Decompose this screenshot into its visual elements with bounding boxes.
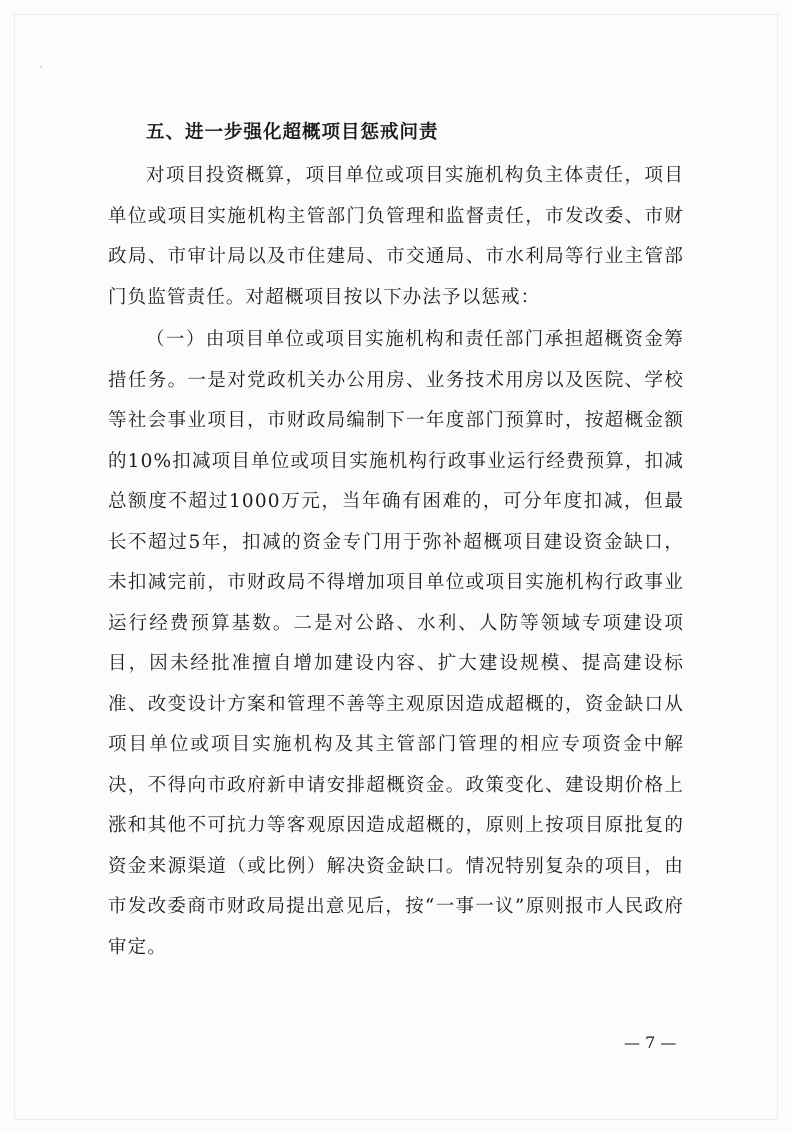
section-heading: 五、进一步强化超概项目惩戒问责 [146,122,439,143]
scan-speck [40,66,42,68]
paragraph-funding-measures: （一）由项目单位或项目实施机构和责任部门承担超概资金筹措任务。一是对党政机关办公用房、业务技术用房以及医院、学校等社会事业项目，市财政局编制下一年度部门预算时，按超概金额的10%扣减项目单位或项目实施机构行政事业运行经费预算，扣减总额度不超过1000万元，当年确有困难的，可分年度扣减，但最长不超过5年，扣减的资金专门用于弥补超概项目建设资金缺口，未扣减完前，市财政局不得增加项目单位或项目实施机构行政事业运行经费预算基数。二是对公路、水利、人防等领域专项建设项目，因未经批准擅自增加建设内容、扩大建设规模、提高建设标准、改变设计方案和管理不善等主观原因造成超概的，资金缺口从项目单位或项目实施机构及其主管部门管理的相应专项资金中解决，不得向市政府新申请安排超概资金。政策变化、建设期价格上涨和其他不可抗力等客观原因造成超概的，原则上按项目原批复的资金来源渠道（或比例）解决资金缺口。情况特别复杂的项目，由市发改委商市财政局提出意见后，按“一事一议”原则报市人民政府审定。 [108,329,684,958]
page-number: — 7 — [624,1033,677,1052]
paragraph-responsibility: 对项目投资概算，项目单位或项目实施机构负主体责任，项目单位或项目实施机构主管部门负管理和监督责任，市发改委、市财政局、市审计局以及市住建局、市交通局、市水利局等行业主管部门负监管责任。对超概项目按以下办法予以惩戒： [108,165,684,308]
